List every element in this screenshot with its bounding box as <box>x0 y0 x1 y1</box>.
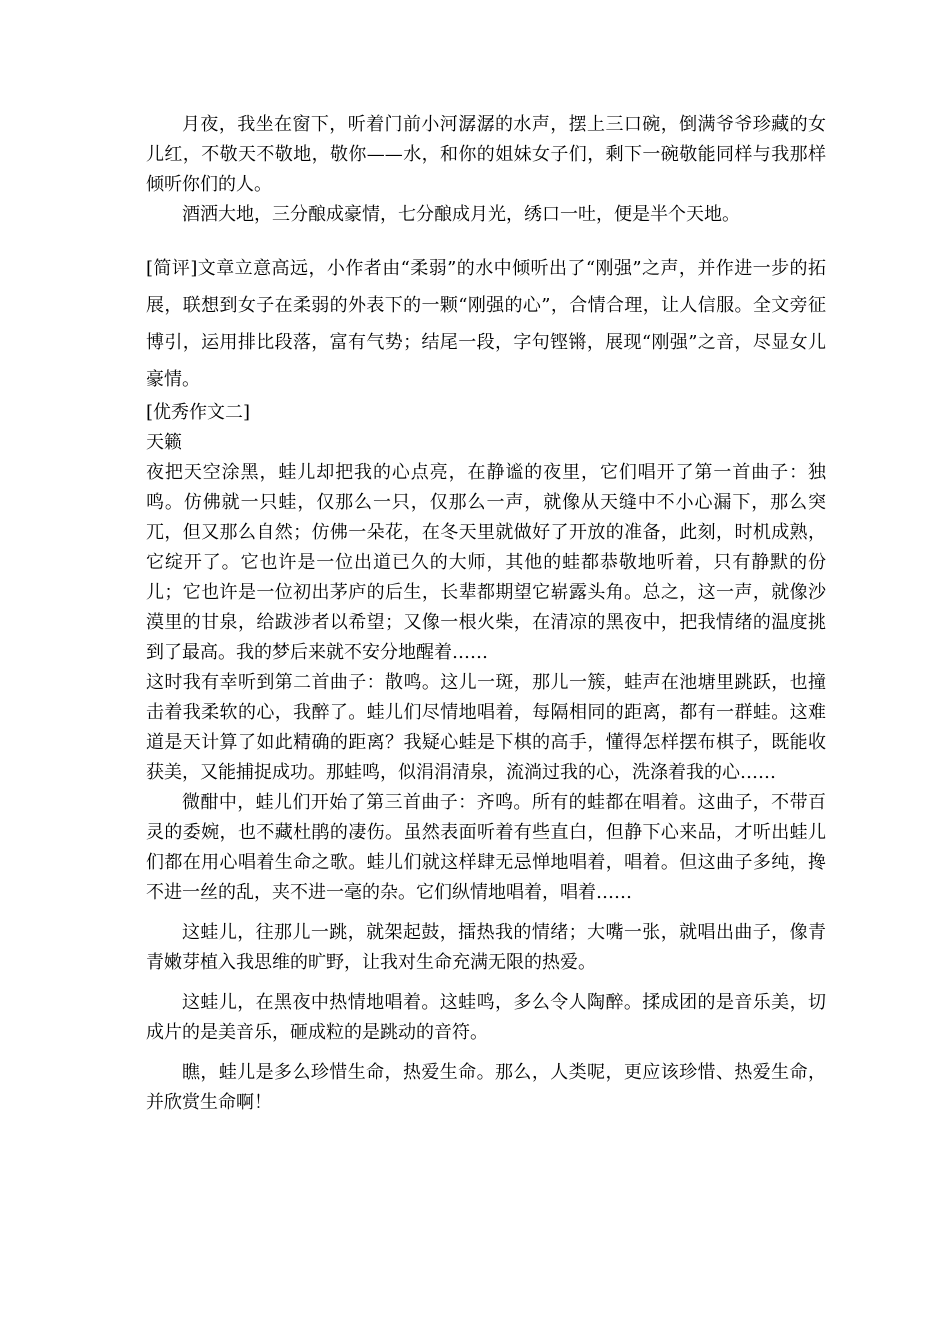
commentary: [简评]文章立意高远，小作者由“柔弱”的水中倾听出了“刚强”之声，并作进一步的拓展，联想到女子在柔弱的外表下的一颗“刚强的心”，合情合理，让人信服。全文旁征博引，运用排比段落，富有气势；结尾一段，字句铿锵，展现“刚强”之音，尽显女儿豪情。 <box>146 258 826 390</box>
essay-two-paragraph-5: 这蛙儿，在黑夜中热情地唱着。这蛙鸣，多么令人陶醉。揉成团的是音乐美，切成片的是美音乐，砸成粒的是跳动的音符。 <box>146 992 826 1043</box>
essay-two-paragraph-6: 瞧，蛙儿是多么珍惜生命，热爱生命。那么，人类呢，更应该珍惜、热爱生命，并欣赏生命啊！ <box>146 1062 826 1113</box>
essay-two-paragraph-4: 这蛙儿，往那儿一跳，就架起鼓，擂热我的情绪；大嘴一张，就唱出曲子，像青青嫩芽植入我思维的旷野，让我对生命充满无限的热爱。 <box>146 922 826 973</box>
document-page <box>146 110 826 1118</box>
essay-one-paragraph-1: 月夜，我坐在窗下，听着门前小河潺潺的水声，摆上三口碗，倒满爷爷珍藏的女儿红，不敬天不敬地，敬你——水，和你的姐妹女子们，剩下一碗敬能同样与我那样倾听你们的人。 <box>146 114 826 195</box>
essay-title: 天籁 <box>146 432 182 453</box>
essay-two-paragraph-3: 微酣中，蛙儿们开始了第三首曲子：齐鸣。所有的蛙都在唱着。这曲子，不带百灵的委婉，也不藏杜鹃的凄伤。虽然表面听着有些直白，但静下心来品，才听出蛙儿们都在用心唱着生命之歌。蛙儿们就这样肆无忌惮地唱着，唱着。但这曲子多纯，搀不进一丝的乱，夹不进一毫的杂。它们纵情地唱着，唱着…… <box>146 792 826 903</box>
essay-two-paragraph-1: 夜把天空涂黑，蛙儿却把我的心点亮，在静谧的夜里，它们唱开了第一首曲子：独鸣。仿佛就一只蛙，仅那么一只，仅那么一声，就像从天缝中不小心漏下，那么突兀，但又那么自然；仿佛一朵花，在冬天里就做好了开放的准备，此刻，时机成熟，它绽开了。它也许是一位出道已久的大师，其他的蛙都恭敬地听着，只有静默的份儿；它也许是一位初出茅庐的后生，长辈都期望它崭露头角。总之，这一声，就像沙漠里的甘泉，给跋涉者以希望；又像一根火柴，在清凉的黑夜中，把我情绪的温度挑到了最高。我的梦后来就不安分地醒着…… <box>146 462 826 663</box>
essay-two-paragraph-2: 这时我有幸听到第二首曲子：散鸣。这儿一斑，那儿一簇，蛙声在池塘里跳跃，也撞击着我柔软的心，我醉了。蛙儿们尽情地唱着，每隔相同的距离，都有一群蛙。这难道是天计算了如此精确的距离？我疑心蛙是下棋的高手，懂得怎样摆布棋子，既能收获美，又能捕捉成功。那蛙鸣，似涓涓清泉，流淌过我的心，洗涤着我的心…… <box>146 672 826 783</box>
essay-one-paragraph-2: 酒洒大地，三分酿成豪情，七分酿成月光，绣口一吐，便是半个天地。 <box>182 204 740 225</box>
section-heading: [优秀作文二] <box>146 402 251 423</box>
